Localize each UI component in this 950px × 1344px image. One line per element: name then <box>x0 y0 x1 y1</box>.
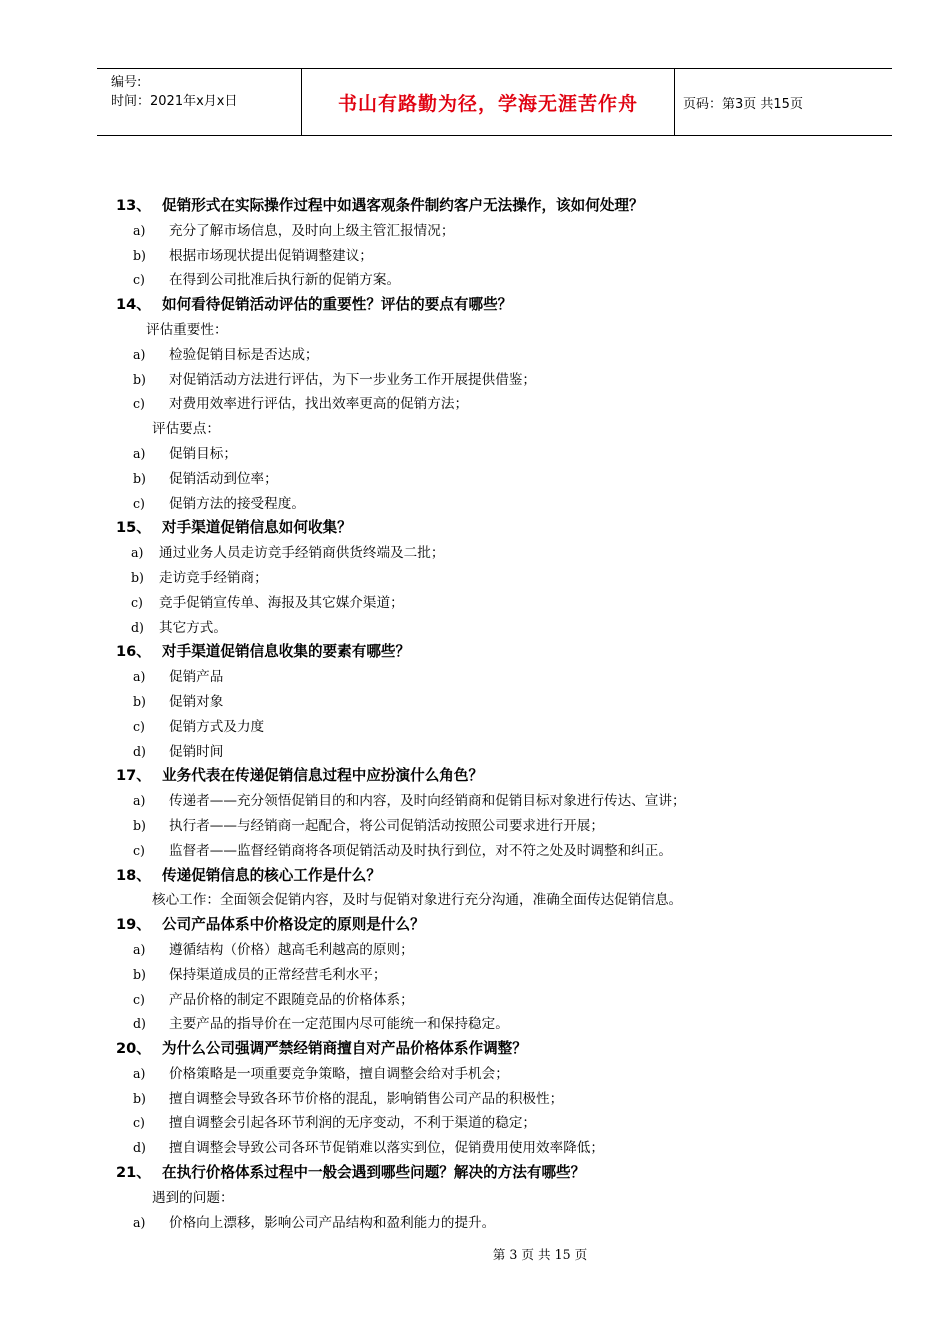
list-marker: a) <box>133 445 146 461</box>
question-heading <box>0 293 950 318</box>
list-item-text: 根据市场现状提出促销调整建议； <box>169 247 373 264</box>
list-item-text: 执行者——与经销商一起配合，将公司促销活动按照公司要求进行开展； <box>169 817 604 834</box>
list-marker: b) <box>133 693 146 709</box>
page-header <box>97 68 892 136</box>
question-number: 16、 <box>116 643 151 661</box>
list-item <box>0 219 950 244</box>
list-item-text: 其它方式。 <box>159 619 227 636</box>
list-item <box>0 591 950 616</box>
list-item <box>0 1136 950 1161</box>
list-marker: b) <box>133 247 146 263</box>
list-item-text: 竞手促销宣传单、海报及其它媒介渠道； <box>159 594 404 611</box>
list-item <box>0 1062 950 1087</box>
list-item <box>0 392 950 417</box>
list-marker: c) <box>133 495 145 511</box>
sub-heading: 核心工作：全面领会促销内容，及时与促销对象进行充分沟通，准确全面传达促销信息。 <box>152 892 683 909</box>
list-item <box>0 839 950 864</box>
list-item <box>0 268 950 293</box>
list-item <box>0 789 950 814</box>
question-heading <box>0 913 950 938</box>
list-item-text: 充分了解市场信息，及时向上级主管汇报情况； <box>169 222 455 239</box>
list-marker: c) <box>131 594 143 610</box>
list-marker: d) <box>133 1140 146 1156</box>
list-item <box>0 963 950 988</box>
question-number: 14、 <box>116 296 151 314</box>
list-item <box>0 1211 950 1236</box>
list-item <box>0 368 950 393</box>
list-item <box>0 938 950 963</box>
list-item <box>0 566 950 591</box>
list-marker: d) <box>131 619 144 635</box>
list-item <box>0 492 950 517</box>
list-marker: b) <box>133 817 146 833</box>
list-marker: a) <box>133 941 146 957</box>
list-marker: c) <box>133 842 145 858</box>
question-text: 促销形式在实际操作过程中如遇客观条件制约客户无法操作，该如何处理？ <box>162 197 644 214</box>
list-item <box>0 665 950 690</box>
sub-heading: 遇到的问题： <box>152 1189 234 1206</box>
list-marker: d) <box>133 1016 146 1032</box>
list-item-text: 促销产品 <box>169 669 224 686</box>
list-marker: b) <box>133 371 146 387</box>
list-item <box>0 442 950 467</box>
header-motto: 书山有路勤为径，学海无涯苦作舟 <box>301 69 675 135</box>
list-item-text: 擅自调整会导致各环节价格的混乱，影响销售公司产品的积极性； <box>169 1090 564 1107</box>
list-marker: c) <box>133 1115 145 1131</box>
document-body <box>0 194 950 1235</box>
list-item-text: 监督者——监督经销商将各项促销活动及时执行到位，对不符之处及时调整和纠正。 <box>169 842 672 859</box>
list-item-text: 价格向上漂移，影响公司产品结构和盈利能力的提升。 <box>169 1214 496 1231</box>
question-number: 19、 <box>116 916 151 934</box>
question-text: 在执行价格体系过程中一般会遇到哪些问题？解决的方法有哪些？ <box>162 1164 586 1182</box>
list-item <box>0 541 950 566</box>
question-number: 18、 <box>116 866 151 884</box>
list-item <box>0 1087 950 1112</box>
header-meta <box>97 69 301 135</box>
list-item <box>0 740 950 765</box>
list-item-text: 在得到公司批准后执行新的促销方案。 <box>169 272 401 289</box>
list-item-text: 对促销活动方法进行评估，为下一步业务工作开展提供借鉴； <box>169 371 537 388</box>
list-marker: a) <box>131 545 144 561</box>
list-marker: a) <box>133 346 146 362</box>
question-heading <box>0 1161 950 1186</box>
list-marker: b) <box>133 1090 146 1106</box>
question-text: 传递促销信息的核心工作是什么？ <box>162 866 381 884</box>
list-marker: a) <box>133 669 146 685</box>
list-marker: c) <box>133 272 145 288</box>
list-item-text: 对费用效率进行评估，找出效率更高的促销方法； <box>169 396 469 413</box>
question-number: 13、 <box>116 197 151 214</box>
list-item <box>0 1012 950 1037</box>
list-marker: a) <box>133 1065 146 1081</box>
list-item <box>0 616 950 641</box>
question-number: 15、 <box>116 519 151 537</box>
list-marker: b) <box>133 966 146 982</box>
question-number: 17、 <box>116 767 151 785</box>
list-item-text: 擅自调整会引起各环节利润的无序变动，不利于渠道的稳定； <box>169 1115 537 1132</box>
question-text: 业务代表在传递促销信息过程中应扮演什么角色？ <box>162 767 484 785</box>
list-item-text: 促销活动到位率； <box>169 470 278 487</box>
list-item-text: 促销对象 <box>169 693 224 710</box>
list-marker: a) <box>133 222 146 238</box>
list-item <box>0 1111 950 1136</box>
page-footer: 第 3 页 共 15 页 <box>492 1247 588 1262</box>
list-item-text: 保持渠道成员的正常经营毛利水平； <box>169 966 387 983</box>
list-item-text: 促销时间 <box>169 743 224 760</box>
list-item-text: 传递者——充分领悟促销目的和内容，及时向经销商和促销目标对象进行传达、宣讲； <box>169 793 686 810</box>
list-marker: c) <box>133 991 145 1007</box>
question-heading <box>0 516 950 541</box>
question-heading <box>0 194 950 219</box>
question-heading <box>0 864 950 889</box>
question-text: 对手渠道促销信息如何收集？ <box>162 519 352 537</box>
question-text: 对手渠道促销信息收集的要素有哪些？ <box>162 643 411 661</box>
list-item <box>0 814 950 839</box>
list-item-text: 促销方式及力度 <box>169 718 265 735</box>
list-item-text: 遵循结构（价格）越高毛利越高的原则； <box>169 941 414 958</box>
list-item-text: 擅自调整会导致公司各环节促销难以落实到位，促销费用使用效率降低； <box>169 1140 604 1157</box>
sub-heading: 评估重要性： <box>146 321 228 338</box>
list-item-text: 产品价格的制定不跟随竞品的价格体系； <box>169 991 414 1008</box>
document-date: 时间：2021年x月x日 <box>111 94 238 109</box>
list-item-text: 价格策略是一项重要竞争策略，擅自调整会给对手机会； <box>169 1065 509 1082</box>
question-heading <box>0 1037 950 1062</box>
sub-heading: 评估要点： <box>152 421 220 438</box>
question-text: 如何看待促销活动评估的重要性？评估的要点有哪些？ <box>162 296 513 314</box>
list-item <box>0 988 950 1013</box>
list-item-text: 通过业务人员走访竞手经销商供货终端及二批； <box>159 545 445 562</box>
list-item-text: 促销目标； <box>169 445 237 462</box>
question-number: 21、 <box>116 1164 151 1182</box>
list-marker: c) <box>133 718 145 734</box>
list-item <box>0 244 950 269</box>
list-item <box>0 715 950 740</box>
question-number: 20、 <box>116 1040 151 1058</box>
list-item-text: 检验促销目标是否达成； <box>169 346 319 363</box>
list-item-text: 主要产品的指导价在一定范围内尽可能统一和保持稳定。 <box>169 1016 509 1033</box>
header-page-info: 页码：第3页 共15页 <box>683 96 803 112</box>
list-marker: d) <box>133 743 146 759</box>
question-heading <box>0 640 950 665</box>
list-marker: b) <box>133 470 146 486</box>
question-text: 公司产品体系中价格设定的原则是什么？ <box>162 916 425 934</box>
list-marker: a) <box>133 793 146 809</box>
list-item <box>0 343 950 368</box>
list-marker: b) <box>131 569 144 585</box>
list-item-text: 促销方法的接受程度。 <box>169 495 305 512</box>
question-text: 为什么公司强调严禁经销商擅自对产品价格体系作调整？ <box>162 1040 527 1058</box>
question-heading <box>0 764 950 789</box>
list-marker: c) <box>133 396 145 412</box>
list-marker: a) <box>133 1214 146 1230</box>
list-item-text: 走访竞手经销商； <box>159 569 268 586</box>
document-code-label: 编号: <box>111 75 142 90</box>
list-item <box>0 467 950 492</box>
list-item <box>0 690 950 715</box>
